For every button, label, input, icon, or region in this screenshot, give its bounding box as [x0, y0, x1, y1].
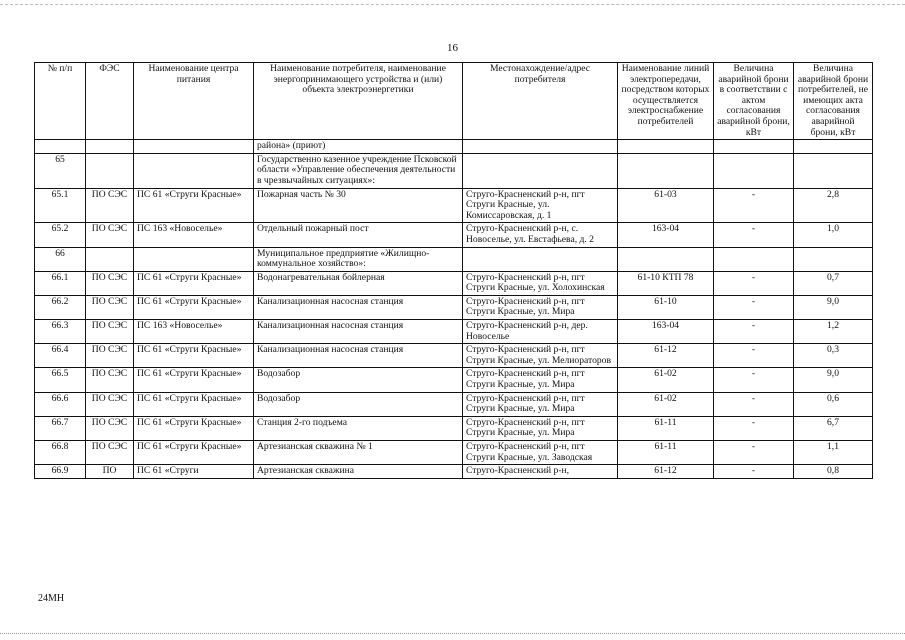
cell-center: ПС 163 «Новоселье»: [134, 320, 254, 344]
cell-lines: 61-02: [618, 368, 714, 392]
cell-lines: 61-03: [618, 188, 714, 223]
cell-backup-act: -: [714, 392, 794, 416]
cell-num: 66.6: [35, 392, 86, 416]
cell-backup-act: -: [714, 223, 794, 247]
cell-num: 66.7: [35, 416, 86, 440]
cell-backup-no-act: 9,0: [794, 295, 873, 319]
cell-consumer: Государственно казенное учреждение Псковской области «Управление обеспечения деятельности в чрезвычайных ситуациях»:: [254, 153, 463, 188]
footer-code: 24МН: [38, 593, 65, 604]
cell-backup-act: -: [714, 188, 794, 223]
cell-consumer: Пожарная часть № 30: [254, 188, 463, 223]
table-row: [35, 416, 873, 440]
cell-consumer: Артезианская скважина № 1: [254, 441, 463, 465]
cell-backup-no-act: 0,7: [794, 271, 873, 295]
cell-consumer: Канализационная насосная станция: [254, 344, 463, 368]
table-row: [35, 188, 873, 223]
table-row: [35, 368, 873, 392]
cell-backup-no-act: 1,0: [794, 223, 873, 247]
cell-backup-act: -: [714, 271, 794, 295]
cell-num: 65: [35, 153, 86, 188]
cell-address: Струго-Красненский р-н, пгт Струги Красные, ул. Мира: [463, 368, 618, 392]
table-row: [35, 223, 873, 247]
cell-lines: [618, 247, 714, 271]
header-backup-no-act: Величина аварийной брони потребителей, не имеющих акта согласования аварийной брони, кВт: [794, 63, 873, 140]
table-row: [35, 295, 873, 319]
cell-address: Струго-Красненский р-н,: [463, 465, 618, 479]
cell-backup-no-act: 6,7: [794, 416, 873, 440]
cell-fes: [86, 153, 134, 188]
cell-num: 66: [35, 247, 86, 271]
cell-consumer: Станция 2-го подъема: [254, 416, 463, 440]
cell-backup-no-act: 1,2: [794, 320, 873, 344]
cell-fes: [86, 247, 134, 271]
cell-center: ПС 61 «Струги Красные»: [134, 188, 254, 223]
cell-center: ПС 61 «Струги Красные»: [134, 271, 254, 295]
scan-edge-top: [0, 4, 905, 5]
table-row: [35, 271, 873, 295]
cell-fes: ПО СЭС: [86, 392, 134, 416]
cell-lines: 61-10: [618, 295, 714, 319]
cell-center: [134, 247, 254, 271]
cell-address: Струго-Красненский р-н, пгт Струги Красные, ул. Мира: [463, 416, 618, 440]
cell-backup-act: [714, 140, 794, 154]
cell-center: ПС 61 «Струги Красные»: [134, 368, 254, 392]
cell-consumer: Муниципальное предприятие «Жилищно-коммунальное хозяйство»:: [254, 247, 463, 271]
cell-center: ПС 61 «Струги Красные»: [134, 392, 254, 416]
cell-fes: ПО СЭС: [86, 441, 134, 465]
cell-backup-act: [714, 153, 794, 188]
cell-backup-no-act: [794, 153, 873, 188]
cell-address: Струго-Красненский р-н, пгт Струги Красные, ул. Комиссаровская, д. 1: [463, 188, 618, 223]
cell-fes: ПО СЭС: [86, 295, 134, 319]
header-fes: ФЭС: [86, 63, 134, 140]
cell-address: Струго-Красненский р-н, пгт Струги Красные, ул. Мелиораторов: [463, 344, 618, 368]
cell-backup-no-act: 0,8: [794, 465, 873, 479]
cell-num: 66.9: [35, 465, 86, 479]
header-consumer: Наименование потребителя, наименование энергопринимающего устройства и (или) объекта электроэнергетики: [254, 63, 463, 140]
cell-lines: 61-11: [618, 441, 714, 465]
table-row: [35, 441, 873, 465]
cell-consumer: Водонагревательная бойлерная: [254, 271, 463, 295]
cell-address: Струго-Красненский р-н, с. Новоселье, ул. Евстафьева, д. 2: [463, 223, 618, 247]
cell-lines: [618, 153, 714, 188]
cell-fes: ПО СЭС: [86, 416, 134, 440]
cell-address: [463, 153, 618, 188]
cell-backup-act: -: [714, 344, 794, 368]
cell-address: Струго-Красненский р-н, дер. Новоселье: [463, 320, 618, 344]
cell-fes: [86, 140, 134, 154]
cell-center: ПС 61 «Струги Красные»: [134, 416, 254, 440]
cell-center: ПС 163 «Новоселье»: [134, 223, 254, 247]
table-row: [35, 465, 873, 479]
cell-lines: 163-04: [618, 223, 714, 247]
cell-num: 66.5: [35, 368, 86, 392]
cell-center: ПС 61 «Струги Красные»: [134, 295, 254, 319]
cell-backup-act: -: [714, 441, 794, 465]
cell-num: 66.8: [35, 441, 86, 465]
cell-fes: ПО СЭС: [86, 271, 134, 295]
table-row: [35, 344, 873, 368]
cell-lines: 163-04: [618, 320, 714, 344]
cell-address: Струго-Красненский р-н, пгт Струги Красные, ул. Мира: [463, 295, 618, 319]
cell-address: [463, 247, 618, 271]
cell-lines: [618, 140, 714, 154]
cell-lines: 61-02: [618, 392, 714, 416]
header-lines: Наименование линий электропередачи, посредством которых осуществляется электроснабжение потребителей: [618, 63, 714, 140]
cell-backup-act: -: [714, 465, 794, 479]
cell-backup-act: -: [714, 320, 794, 344]
cell-center: [134, 153, 254, 188]
table-header-row: [35, 63, 873, 140]
header-address: Местонахождение/адрес потребителя: [463, 63, 618, 140]
cell-address: [463, 140, 618, 154]
cell-center: ПС 61 «Струги Красные»: [134, 344, 254, 368]
cell-backup-act: [714, 247, 794, 271]
cell-consumer: района» (приют): [254, 140, 463, 154]
cell-fes: ПО СЭС: [86, 368, 134, 392]
cell-num: 66.1: [35, 271, 86, 295]
table-row: [35, 140, 873, 154]
cell-lines: 61-11: [618, 416, 714, 440]
cell-backup-no-act: 0,6: [794, 392, 873, 416]
cell-address: Струго-Красненский р-н, пгт Струги Красные, ул. Заводская: [463, 441, 618, 465]
cell-consumer: Водозабор: [254, 368, 463, 392]
cell-center: ПС 61 «Струги: [134, 465, 254, 479]
backup-power-table: [34, 62, 873, 479]
cell-backup-no-act: 9,0: [794, 368, 873, 392]
cell-num: [35, 140, 86, 154]
cell-backup-no-act: 2,8: [794, 188, 873, 223]
cell-fes: ПО СЭС: [86, 188, 134, 223]
cell-num: 66.4: [35, 344, 86, 368]
header-center: Наименование центра питания: [134, 63, 254, 140]
cell-backup-act: -: [714, 368, 794, 392]
cell-num: 66.3: [35, 320, 86, 344]
table-row: [35, 320, 873, 344]
scan-edge-bottom: [0, 633, 905, 634]
table-body: [35, 140, 873, 479]
cell-backup-no-act: 1,1: [794, 441, 873, 465]
cell-backup-act: -: [714, 416, 794, 440]
cell-num: 65.2: [35, 223, 86, 247]
cell-fes: ПО СЭС: [86, 344, 134, 368]
cell-fes: ПО: [86, 465, 134, 479]
cell-backup-no-act: 0,3: [794, 344, 873, 368]
table-row: [35, 247, 873, 271]
cell-consumer: Канализационная насосная станция: [254, 295, 463, 319]
cell-consumer: Водозабор: [254, 392, 463, 416]
cell-center: [134, 140, 254, 154]
header-num: № п/п: [35, 63, 86, 140]
table-row: [35, 392, 873, 416]
cell-num: 65.1: [35, 188, 86, 223]
table-row: [35, 153, 873, 188]
page-number: 16: [447, 42, 458, 54]
cell-lines: 61-10 КТП 78: [618, 271, 714, 295]
header-backup-act: Величина аварийной брони в соответствии с актом согласования аварийной брони, кВт: [714, 63, 794, 140]
cell-lines: 61-12: [618, 344, 714, 368]
cell-backup-act: -: [714, 295, 794, 319]
cell-num: 66.2: [35, 295, 86, 319]
cell-address: Струго-Красненский р-н, пгт Струги Красные, ул. Мира: [463, 392, 618, 416]
cell-consumer: Отдельный пожарный пост: [254, 223, 463, 247]
cell-address: Струго-Красненский р-н, пгт Струги Красные, ул. Холохинская: [463, 271, 618, 295]
cell-center: ПС 61 «Струги Красные»: [134, 441, 254, 465]
cell-backup-no-act: [794, 140, 873, 154]
cell-consumer: Артезианская скважина: [254, 465, 463, 479]
cell-backup-no-act: [794, 247, 873, 271]
cell-lines: 61-12: [618, 465, 714, 479]
cell-fes: ПО СЭС: [86, 320, 134, 344]
cell-consumer: Канализационная насосная станция: [254, 320, 463, 344]
cell-fes: ПО СЭС: [86, 223, 134, 247]
